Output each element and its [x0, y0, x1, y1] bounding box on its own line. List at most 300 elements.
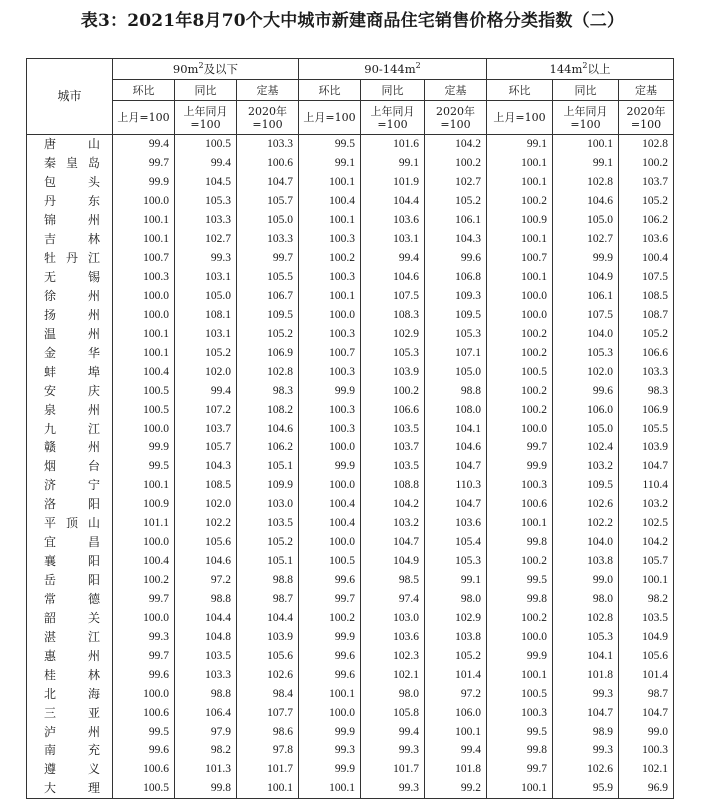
table-row	[27, 457, 674, 476]
value-cell: 98.0	[553, 590, 619, 609]
value-cell: 100.1	[299, 684, 361, 703]
value-cell: 99.7	[237, 249, 299, 268]
value-cell: 103.7	[361, 438, 425, 457]
value-cell: 103.6	[619, 230, 674, 249]
value-cell: 100.0	[299, 438, 361, 457]
value-cell: 98.8	[237, 571, 299, 590]
value-cell: 99.8	[175, 779, 237, 798]
value-cell: 100.1	[113, 476, 175, 495]
value-cell: 100.7	[299, 343, 361, 362]
city-cell: 包头	[27, 173, 113, 192]
value-cell: 102.5	[619, 514, 674, 533]
value-cell: 99.1	[299, 154, 361, 173]
value-cell: 100.1	[487, 268, 553, 287]
table-row	[27, 476, 674, 495]
table-row	[27, 571, 674, 590]
value-cell: 103.5	[619, 608, 674, 627]
table-row	[27, 230, 674, 249]
value-cell: 102.2	[175, 514, 237, 533]
city-cell: 遵义	[27, 760, 113, 779]
value-cell: 104.7	[237, 173, 299, 192]
value-cell: 104.7	[425, 495, 487, 514]
table-row	[27, 514, 674, 533]
value-cell: 99.7	[113, 154, 175, 173]
value-cell: 102.1	[361, 665, 425, 684]
value-cell: 103.1	[175, 324, 237, 343]
value-cell: 109.5	[237, 305, 299, 324]
header-base: 2020年 =100	[237, 101, 299, 135]
value-cell: 106.6	[361, 400, 425, 419]
table-row	[27, 381, 674, 400]
value-cell: 100.1	[487, 230, 553, 249]
value-cell: 99.7	[299, 590, 361, 609]
value-cell: 98.8	[425, 381, 487, 400]
value-cell: 104.6	[237, 419, 299, 438]
value-cell: 99.3	[361, 779, 425, 798]
value-cell: 104.7	[619, 703, 674, 722]
value-cell: 101.9	[361, 173, 425, 192]
value-cell: 109.5	[553, 476, 619, 495]
value-cell: 105.6	[619, 646, 674, 665]
table-row	[27, 362, 674, 381]
value-cell: 105.6	[175, 533, 237, 552]
value-cell: 100.3	[299, 268, 361, 287]
value-cell: 100.3	[487, 476, 553, 495]
value-cell: 107.5	[553, 305, 619, 324]
value-cell: 104.7	[619, 457, 674, 476]
value-cell: 104.2	[619, 533, 674, 552]
value-cell: 100.3	[299, 324, 361, 343]
header-group-label: 144m	[549, 61, 583, 76]
value-cell: 100.3	[299, 419, 361, 438]
header-base: 上月=100	[487, 101, 553, 135]
value-cell: 99.6	[299, 571, 361, 590]
city-cell: 锦州	[27, 211, 113, 230]
header-group-suffix: 及以下	[203, 61, 239, 76]
value-cell: 100.3	[299, 400, 361, 419]
value-cell: 96.9	[619, 779, 674, 798]
value-cell: 100.0	[299, 533, 361, 552]
header-group-sup: 2	[415, 60, 421, 70]
city-cell: 赣州	[27, 438, 113, 457]
table-row	[27, 552, 674, 571]
value-cell: 100.5	[175, 135, 237, 154]
value-cell: 99.9	[299, 381, 361, 400]
value-cell: 98.0	[361, 684, 425, 703]
value-cell: 108.2	[237, 400, 299, 419]
value-cell: 100.1	[487, 514, 553, 533]
table-row	[27, 419, 674, 438]
value-cell: 105.3	[553, 343, 619, 362]
value-cell: 100.7	[113, 249, 175, 268]
value-cell: 104.4	[175, 608, 237, 627]
value-cell: 101.4	[619, 665, 674, 684]
value-cell: 103.3	[175, 665, 237, 684]
header-subcol: 环比	[299, 80, 361, 101]
value-cell: 100.3	[619, 741, 674, 760]
value-cell: 103.2	[553, 457, 619, 476]
value-cell: 99.1	[553, 154, 619, 173]
value-cell: 104.0	[553, 324, 619, 343]
value-cell: 104.7	[361, 533, 425, 552]
value-cell: 100.6	[113, 703, 175, 722]
value-cell: 101.3	[175, 760, 237, 779]
value-cell: 102.0	[175, 495, 237, 514]
value-cell: 100.6	[487, 495, 553, 514]
city-cell: 徐州	[27, 287, 113, 306]
value-cell: 103.1	[175, 268, 237, 287]
city-cell: 安庆	[27, 381, 113, 400]
value-cell: 98.4	[237, 684, 299, 703]
value-cell: 105.0	[175, 287, 237, 306]
value-cell: 98.5	[361, 571, 425, 590]
value-cell: 99.7	[487, 760, 553, 779]
value-cell: 100.1	[113, 343, 175, 362]
value-cell: 99.7	[113, 646, 175, 665]
value-cell: 99.6	[299, 665, 361, 684]
value-cell: 105.3	[361, 343, 425, 362]
value-cell: 104.9	[619, 627, 674, 646]
value-cell: 102.7	[425, 173, 487, 192]
value-cell: 100.4	[299, 514, 361, 533]
value-cell: 106.1	[553, 287, 619, 306]
value-cell: 102.0	[553, 362, 619, 381]
value-cell: 99.3	[553, 684, 619, 703]
value-cell: 104.3	[175, 457, 237, 476]
value-cell: 100.1	[487, 779, 553, 798]
header-group-2	[299, 59, 487, 80]
table-row	[27, 533, 674, 552]
value-cell: 99.5	[487, 571, 553, 590]
value-cell: 104.2	[361, 495, 425, 514]
value-cell: 100.2	[487, 324, 553, 343]
value-cell: 100.0	[299, 703, 361, 722]
value-cell: 100.2	[425, 154, 487, 173]
table-row	[27, 268, 674, 287]
header-group-1	[113, 59, 299, 80]
value-cell: 103.9	[619, 438, 674, 457]
value-cell: 100.4	[113, 552, 175, 571]
header-subcol: 定基	[237, 80, 299, 101]
value-cell: 98.9	[553, 722, 619, 741]
value-cell: 100.2	[487, 400, 553, 419]
value-cell: 98.2	[619, 590, 674, 609]
value-cell: 106.0	[425, 703, 487, 722]
value-cell: 103.9	[361, 362, 425, 381]
value-cell: 108.1	[175, 305, 237, 324]
value-cell: 100.0	[113, 287, 175, 306]
value-cell: 102.9	[425, 608, 487, 627]
value-cell: 109.3	[425, 287, 487, 306]
value-cell: 106.0	[553, 400, 619, 419]
value-cell: 99.5	[299, 135, 361, 154]
value-cell: 103.6	[425, 514, 487, 533]
header-group-3	[487, 59, 674, 80]
value-cell: 100.7	[487, 249, 553, 268]
value-cell: 100.1	[237, 779, 299, 798]
value-cell: 100.0	[113, 419, 175, 438]
value-cell: 100.0	[487, 287, 553, 306]
value-cell: 100.2	[299, 608, 361, 627]
city-cell: 襄阳	[27, 552, 113, 571]
value-cell: 103.5	[361, 457, 425, 476]
value-cell: 97.2	[175, 571, 237, 590]
table-row	[27, 779, 674, 798]
value-cell: 100.1	[425, 722, 487, 741]
value-cell: 100.9	[487, 211, 553, 230]
city-cell: 泸州	[27, 722, 113, 741]
value-cell: 98.8	[175, 684, 237, 703]
value-cell: 102.8	[237, 362, 299, 381]
table-row	[27, 608, 674, 627]
value-cell: 103.7	[619, 173, 674, 192]
value-cell: 99.9	[487, 457, 553, 476]
value-cell: 99.9	[299, 760, 361, 779]
value-cell: 103.2	[619, 495, 674, 514]
value-cell: 105.8	[361, 703, 425, 722]
value-cell: 105.2	[619, 324, 674, 343]
value-cell: 100.0	[487, 419, 553, 438]
city-cell: 桂林	[27, 665, 113, 684]
city-cell: 蚌埠	[27, 362, 113, 381]
header-subcol: 定基	[619, 80, 674, 101]
value-cell: 102.3	[361, 646, 425, 665]
value-cell: 100.1	[553, 135, 619, 154]
value-cell: 103.2	[361, 514, 425, 533]
table-row	[27, 703, 674, 722]
value-cell: 99.9	[299, 627, 361, 646]
value-cell: 102.6	[553, 495, 619, 514]
value-cell: 100.2	[361, 381, 425, 400]
value-cell: 101.7	[237, 760, 299, 779]
value-cell: 105.0	[553, 419, 619, 438]
value-cell: 105.6	[237, 646, 299, 665]
value-cell: 107.2	[175, 400, 237, 419]
header-group-label: 90m	[172, 61, 199, 76]
value-cell: 105.0	[553, 211, 619, 230]
table-row	[27, 305, 674, 324]
value-cell: 98.7	[619, 684, 674, 703]
value-cell: 107.5	[361, 287, 425, 306]
header-base: 上年同月 =100	[175, 101, 237, 135]
value-cell: 103.3	[619, 362, 674, 381]
value-cell: 100.4	[113, 362, 175, 381]
value-cell: 100.4	[299, 495, 361, 514]
value-cell: 100.1	[487, 173, 553, 192]
header-group-suffix: 以上	[587, 61, 611, 76]
value-cell: 105.3	[425, 324, 487, 343]
city-cell: 北海	[27, 684, 113, 703]
value-cell: 98.7	[237, 590, 299, 609]
value-cell: 99.9	[113, 438, 175, 457]
value-cell: 99.0	[619, 722, 674, 741]
value-cell: 103.7	[175, 419, 237, 438]
value-cell: 99.3	[113, 627, 175, 646]
value-cell: 103.6	[361, 211, 425, 230]
value-cell: 99.6	[553, 381, 619, 400]
value-cell: 101.7	[361, 760, 425, 779]
value-cell: 100.3	[299, 230, 361, 249]
value-cell: 100.1	[487, 665, 553, 684]
value-cell: 105.3	[175, 192, 237, 211]
value-cell: 105.2	[619, 192, 674, 211]
value-cell: 103.0	[361, 608, 425, 627]
value-cell: 100.1	[487, 154, 553, 173]
value-cell: 95.9	[553, 779, 619, 798]
city-cell: 烟台	[27, 457, 113, 476]
value-cell: 99.6	[113, 665, 175, 684]
table-row	[27, 324, 674, 343]
value-cell: 108.0	[425, 400, 487, 419]
value-cell: 99.6	[425, 249, 487, 268]
value-cell: 100.0	[487, 305, 553, 324]
value-cell: 97.9	[175, 722, 237, 741]
value-cell: 103.5	[237, 514, 299, 533]
value-cell: 100.2	[487, 552, 553, 571]
value-cell: 103.8	[553, 552, 619, 571]
city-cell: 无锡	[27, 268, 113, 287]
value-cell: 99.5	[487, 722, 553, 741]
value-cell: 99.9	[299, 722, 361, 741]
value-cell: 100.5	[487, 684, 553, 703]
value-cell: 103.8	[425, 627, 487, 646]
value-cell: 102.7	[175, 230, 237, 249]
value-cell: 104.2	[425, 135, 487, 154]
city-cell: 金华	[27, 343, 113, 362]
value-cell: 100.6	[113, 760, 175, 779]
value-cell: 105.2	[425, 192, 487, 211]
value-cell: 101.8	[553, 665, 619, 684]
value-cell: 100.5	[487, 362, 553, 381]
value-cell: 106.7	[237, 287, 299, 306]
value-cell: 103.3	[237, 135, 299, 154]
table-row	[27, 400, 674, 419]
value-cell: 99.6	[299, 646, 361, 665]
value-cell: 101.6	[361, 135, 425, 154]
value-cell: 100.2	[487, 343, 553, 362]
value-cell: 100.1	[619, 571, 674, 590]
value-cell: 102.8	[619, 135, 674, 154]
value-cell: 103.3	[175, 211, 237, 230]
table-body	[27, 135, 674, 799]
header-group-sup: 2	[198, 60, 204, 70]
value-cell: 104.4	[361, 192, 425, 211]
value-cell: 100.0	[487, 627, 553, 646]
value-cell: 99.5	[113, 722, 175, 741]
value-cell: 103.1	[361, 230, 425, 249]
value-cell: 104.1	[425, 419, 487, 438]
header-base: 2020年 =100	[425, 101, 487, 135]
value-cell: 100.3	[113, 268, 175, 287]
header-subcol: 同比	[175, 80, 237, 101]
value-cell: 105.1	[237, 457, 299, 476]
value-cell: 108.5	[175, 476, 237, 495]
value-cell: 99.3	[361, 741, 425, 760]
value-cell: 105.4	[425, 533, 487, 552]
value-cell: 100.2	[619, 154, 674, 173]
city-cell: 扬州	[27, 305, 113, 324]
table-row	[27, 249, 674, 268]
price-index-table	[26, 58, 674, 799]
city-cell: 大理	[27, 779, 113, 798]
value-cell: 103.5	[175, 646, 237, 665]
value-cell: 100.0	[113, 608, 175, 627]
value-cell: 99.9	[553, 249, 619, 268]
value-cell: 102.1	[619, 760, 674, 779]
value-cell: 106.9	[619, 400, 674, 419]
value-cell: 105.3	[425, 552, 487, 571]
value-cell: 104.5	[175, 173, 237, 192]
table-row	[27, 722, 674, 741]
header-base: 上月=100	[113, 101, 175, 135]
table-row	[27, 646, 674, 665]
city-cell: 济宁	[27, 476, 113, 495]
table-row	[27, 684, 674, 703]
city-cell: 岳阳	[27, 571, 113, 590]
value-cell: 103.5	[361, 419, 425, 438]
value-cell: 100.2	[487, 381, 553, 400]
value-cell: 99.4	[425, 741, 487, 760]
value-cell: 103.6	[361, 627, 425, 646]
value-cell: 105.2	[425, 646, 487, 665]
value-cell: 100.3	[487, 703, 553, 722]
value-cell: 100.1	[299, 287, 361, 306]
value-cell: 100.6	[237, 154, 299, 173]
value-cell: 99.4	[113, 135, 175, 154]
value-cell: 99.8	[487, 741, 553, 760]
value-cell: 102.6	[237, 665, 299, 684]
value-cell: 106.2	[619, 211, 674, 230]
value-cell: 105.7	[619, 552, 674, 571]
table-row	[27, 665, 674, 684]
value-cell: 101.1	[113, 514, 175, 533]
city-cell: 吉林	[27, 230, 113, 249]
value-cell: 105.5	[619, 419, 674, 438]
value-cell: 108.8	[361, 476, 425, 495]
value-cell: 99.2	[425, 779, 487, 798]
value-cell: 100.1	[113, 230, 175, 249]
value-cell: 99.1	[487, 135, 553, 154]
value-cell: 101.8	[425, 760, 487, 779]
value-cell: 103.3	[237, 230, 299, 249]
value-cell: 102.2	[553, 514, 619, 533]
value-cell: 99.4	[175, 154, 237, 173]
value-cell: 99.7	[113, 590, 175, 609]
value-cell: 102.6	[553, 760, 619, 779]
value-cell: 104.9	[361, 552, 425, 571]
value-cell: 104.0	[553, 533, 619, 552]
table-row	[27, 495, 674, 514]
value-cell: 102.8	[553, 608, 619, 627]
table-row	[27, 741, 674, 760]
value-cell: 106.9	[237, 343, 299, 362]
value-cell: 99.8	[487, 533, 553, 552]
value-cell: 104.7	[553, 703, 619, 722]
city-cell: 洛阳	[27, 495, 113, 514]
value-cell: 100.2	[487, 608, 553, 627]
value-cell: 99.7	[487, 438, 553, 457]
value-cell: 104.4	[237, 608, 299, 627]
table-row	[27, 343, 674, 362]
value-cell: 102.4	[553, 438, 619, 457]
table-row	[27, 438, 674, 457]
value-cell: 107.1	[425, 343, 487, 362]
value-cell: 106.4	[175, 703, 237, 722]
value-cell: 110.3	[425, 476, 487, 495]
value-cell: 97.2	[425, 684, 487, 703]
value-cell: 106.2	[237, 438, 299, 457]
table-row	[27, 590, 674, 609]
